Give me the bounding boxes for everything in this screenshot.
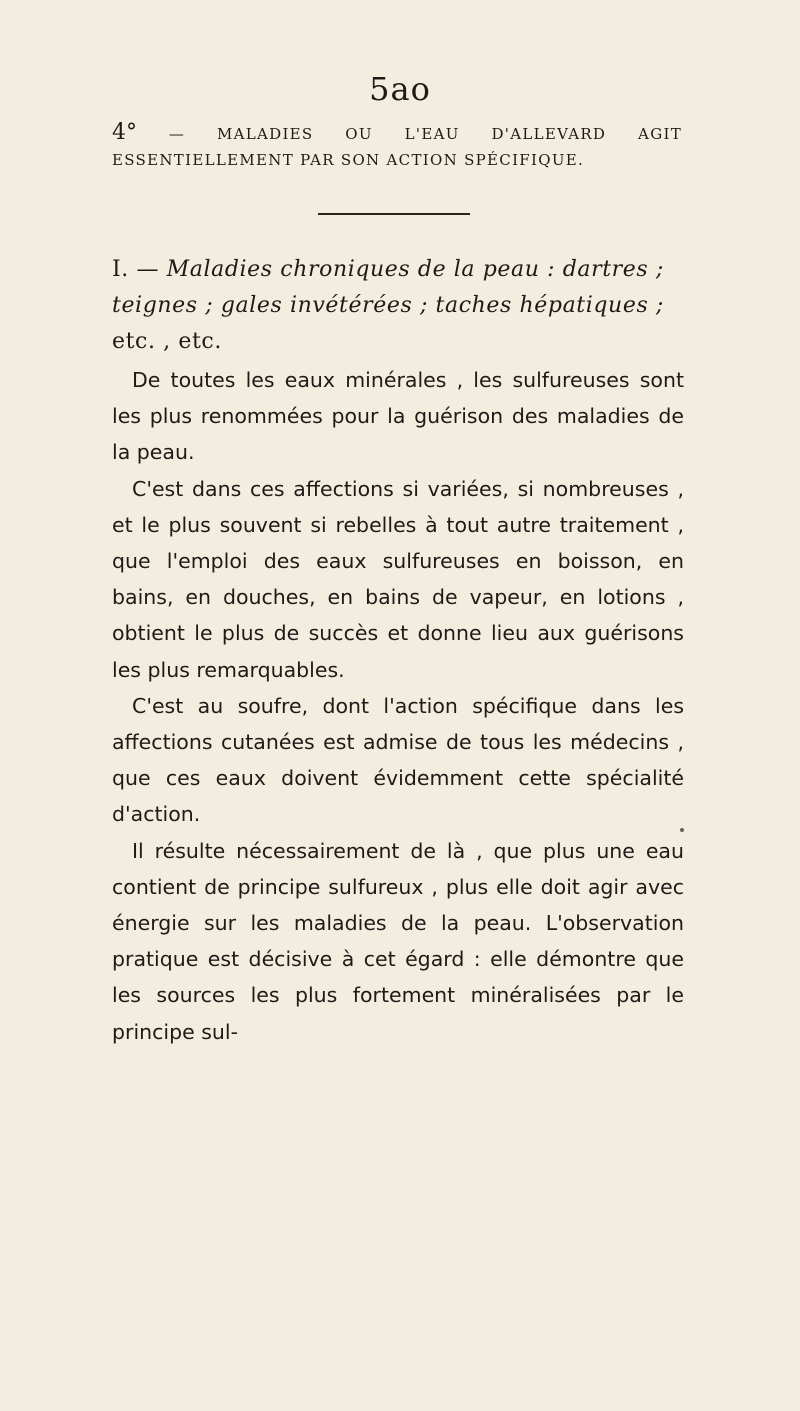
section-title: MALADIES OU L'EAU D'ALLEVARD AGIT ESSENTIELLEMENT PAR SON ACTION SPÉCIFIQUE. — [112, 125, 683, 169]
section-dash: — — [168, 125, 186, 143]
paragraph: De toutes les eaux minérales , les sulfureuses sont les plus renommées pour la guérison des maladies de la peau. — [112, 368, 684, 465]
paragraph: C'est dans ces affections si variées, si nombreuses , et le plus souvent si rebelles à tout autre traitement , que l'emploi des eaux sulfureuses en boisson, en bains, en douches, en bains de vapeur, en lotions , obtient le plus de succès et donne lieu aux guérisons les plus remarquables. — [112, 476, 684, 682]
subsection-heading — [112, 252, 682, 360]
body-text — [112, 362, 684, 1050]
ink-speck — [680, 828, 684, 832]
paragraph: Il résulte nécessairement de là , que plus une eau contient de principe sulfureux , plus elle doit agir avec énergie sur les maladies de la peau. L'observation pratique est décisive à cet égard : elle démontre que les sources les plus fortement minéralisées par le principe sul- — [112, 838, 684, 1044]
paragraph: C'est au soufre, dont l'action spécifique dans les affections cutanées est admise de tous les médecins , que ces eaux doivent évidemment cette spécialité d'action. — [112, 693, 684, 827]
page-number: 5ao — [369, 70, 431, 108]
divider-rule — [318, 213, 470, 215]
section-number: 4° — [112, 120, 137, 145]
subsection-lead: I. — — [112, 257, 160, 282]
subsection-title: Maladies chroniques de la peau : dartres ; teignes ; gales invétérées ; taches hépatiques ; — [112, 257, 664, 318]
subsection-tail: etc. , etc. — [112, 329, 222, 354]
section-heading — [112, 120, 682, 173]
